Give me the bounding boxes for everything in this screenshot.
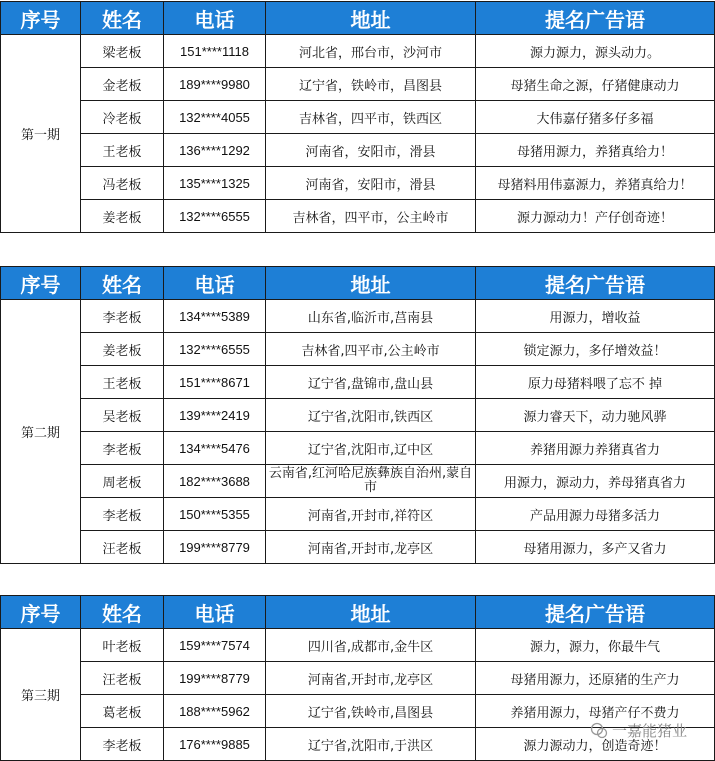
slogan-cell: 产品用源力母猪多活力 bbox=[476, 498, 715, 531]
slogan-cell: 源力源动力！产仔创奇迹！ bbox=[476, 200, 715, 233]
phone-cell: 135****1325 bbox=[164, 167, 266, 200]
address-cell: 河南省，安阳市，滑县 bbox=[266, 134, 476, 167]
period-table-2 bbox=[0, 266, 715, 564]
name-cell: 冯老板 bbox=[81, 167, 164, 200]
slogan-cell: 用源力，增收益 bbox=[476, 300, 715, 333]
name-cell: 梁老板 bbox=[81, 35, 164, 68]
address-cell: 吉林省,四平市,公主岭市 bbox=[266, 333, 476, 366]
header-slogan: 提名广告语 bbox=[476, 596, 715, 629]
table-row bbox=[1, 498, 715, 531]
table-row bbox=[1, 662, 715, 695]
slogan-cell: 母猪用源力，养猪真给力！ bbox=[476, 134, 715, 167]
table-header-row bbox=[1, 596, 715, 629]
header-name: 姓名 bbox=[81, 596, 164, 629]
phone-cell: 189****9980 bbox=[164, 68, 266, 101]
table-row bbox=[1, 200, 715, 233]
phone-cell: 176****9885 bbox=[164, 728, 266, 761]
name-cell: 王老板 bbox=[81, 134, 164, 167]
address-cell: 云南省,红河哈尼族彝族自治州,蒙自市 bbox=[266, 465, 476, 498]
phone-cell: 199****8779 bbox=[164, 662, 266, 695]
name-cell: 姜老板 bbox=[81, 200, 164, 233]
address-cell: 河南省,开封市,龙亭区 bbox=[266, 662, 476, 695]
name-cell: 李老板 bbox=[81, 432, 164, 465]
address-cell: 山东省,临沂市,莒南县 bbox=[266, 300, 476, 333]
name-cell: 汪老板 bbox=[81, 662, 164, 695]
address-cell: 四川省,成都市,金牛区 bbox=[266, 629, 476, 662]
address-cell: 辽宁省,盘锦市,盘山县 bbox=[266, 366, 476, 399]
address-cell: 辽宁省,铁岭市,昌图县 bbox=[266, 695, 476, 728]
watermark-text: 一嘉能猪业 bbox=[612, 722, 688, 740]
address-cell: 河南省,开封市,祥符区 bbox=[266, 498, 476, 531]
name-cell: 吴老板 bbox=[81, 399, 164, 432]
address-cell: 吉林省，四平市，公主岭市 bbox=[266, 200, 476, 233]
slogan-cell: 原力母猪料喂了忘不 掉 bbox=[476, 366, 715, 399]
period-table-1 bbox=[0, 1, 715, 233]
name-cell: 李老板 bbox=[81, 300, 164, 333]
header-name: 姓名 bbox=[81, 267, 164, 300]
name-cell: 周老板 bbox=[81, 465, 164, 498]
slogan-cell: 大伟嘉仔猪多仔多福 bbox=[476, 101, 715, 134]
table-row bbox=[1, 629, 715, 662]
header-phone: 电话 bbox=[164, 596, 266, 629]
name-cell: 王老板 bbox=[81, 366, 164, 399]
phone-cell: 139****2419 bbox=[164, 399, 266, 432]
table-row bbox=[1, 134, 715, 167]
phone-cell: 134****5476 bbox=[164, 432, 266, 465]
phone-cell: 151****1118 bbox=[164, 35, 266, 68]
slogan-cell: 养猪用源力，母猪产仔不费力 bbox=[476, 695, 715, 728]
table-header-row bbox=[1, 2, 715, 35]
slogan-cell: 母猪料用伟嘉源力，养猪真给力！ bbox=[476, 167, 715, 200]
address-cell: 辽宁省,沈阳市,于洪区 bbox=[266, 728, 476, 761]
slogan-cell: 源力，源力，你最牛气 bbox=[476, 629, 715, 662]
period-label: 第二期 bbox=[1, 300, 81, 564]
phone-cell: 150****5355 bbox=[164, 498, 266, 531]
address-cell: 河南省,开封市,龙亭区 bbox=[266, 531, 476, 564]
header-address: 地址 bbox=[266, 2, 476, 35]
slogan-cell: 养猪用源力养猪真省力 bbox=[476, 432, 715, 465]
slogan-cell: 源力睿天下，动力驰风骅 bbox=[476, 399, 715, 432]
phone-cell: 132****6555 bbox=[164, 333, 266, 366]
table-row bbox=[1, 432, 715, 465]
name-cell: 李老板 bbox=[81, 728, 164, 761]
name-cell: 葛老板 bbox=[81, 695, 164, 728]
phone-cell: 132****6555 bbox=[164, 200, 266, 233]
period-label: 第三期 bbox=[1, 629, 81, 761]
header-address: 地址 bbox=[266, 267, 476, 300]
header-name: 姓名 bbox=[81, 2, 164, 35]
slogan-cell: 锁定源力，多仔增效益！ bbox=[476, 333, 715, 366]
phone-cell: 188****5962 bbox=[164, 695, 266, 728]
wechat-icon bbox=[590, 722, 608, 740]
table-row bbox=[1, 101, 715, 134]
slogan-cell: 源力源力，源头动力。 bbox=[476, 35, 715, 68]
slogan-cell: 母猪用源力，多产又省力 bbox=[476, 531, 715, 564]
slogan-cell: 源力源动力，创造奇迹！ bbox=[476, 728, 715, 761]
phone-cell: 134****5389 bbox=[164, 300, 266, 333]
phone-cell: 136****1292 bbox=[164, 134, 266, 167]
address-cell: 吉林省，四平市，铁西区 bbox=[266, 101, 476, 134]
address-cell: 辽宁省,沈阳市,辽中区 bbox=[266, 432, 476, 465]
period-label: 第一期 bbox=[1, 35, 81, 233]
table-row bbox=[1, 366, 715, 399]
header-seq: 序号 bbox=[1, 596, 81, 629]
header-address: 地址 bbox=[266, 596, 476, 629]
slogan-cell: 母猪用源力，还原猪的生产力 bbox=[476, 662, 715, 695]
table-row bbox=[1, 35, 715, 68]
header-seq: 序号 bbox=[1, 267, 81, 300]
table-row bbox=[1, 465, 715, 498]
name-cell: 姜老板 bbox=[81, 333, 164, 366]
watermark bbox=[590, 720, 687, 741]
table-row bbox=[1, 399, 715, 432]
header-seq: 序号 bbox=[1, 2, 81, 35]
name-cell: 冷老板 bbox=[81, 101, 164, 134]
phone-cell: 132****4055 bbox=[164, 101, 266, 134]
phone-cell: 182****3688 bbox=[164, 465, 266, 498]
header-phone: 电话 bbox=[164, 267, 266, 300]
name-cell: 金老板 bbox=[81, 68, 164, 101]
table-row bbox=[1, 531, 715, 564]
slogan-cell: 母猪生命之源，仔猪健康动力 bbox=[476, 68, 715, 101]
address-cell: 辽宁省,沈阳市,铁西区 bbox=[266, 399, 476, 432]
slogan-cell: 用源力，源动力，养母猪真省力 bbox=[476, 465, 715, 498]
table-row bbox=[1, 300, 715, 333]
table-header-row bbox=[1, 267, 715, 300]
phone-cell: 151****8671 bbox=[164, 366, 266, 399]
name-cell: 叶老板 bbox=[81, 629, 164, 662]
address-cell: 辽宁省，铁岭市，昌图县 bbox=[266, 68, 476, 101]
address-cell: 河北省，邢台市，沙河市 bbox=[266, 35, 476, 68]
table-row bbox=[1, 333, 715, 366]
phone-cell: 199****8779 bbox=[164, 531, 266, 564]
table-row bbox=[1, 167, 715, 200]
header-slogan: 提名广告语 bbox=[476, 2, 715, 35]
name-cell: 李老板 bbox=[81, 498, 164, 531]
table-row bbox=[1, 68, 715, 101]
phone-cell: 159****7574 bbox=[164, 629, 266, 662]
header-slogan: 提名广告语 bbox=[476, 267, 715, 300]
address-cell: 河南省，安阳市，滑县 bbox=[266, 167, 476, 200]
name-cell: 汪老板 bbox=[81, 531, 164, 564]
header-phone: 电话 bbox=[164, 2, 266, 35]
